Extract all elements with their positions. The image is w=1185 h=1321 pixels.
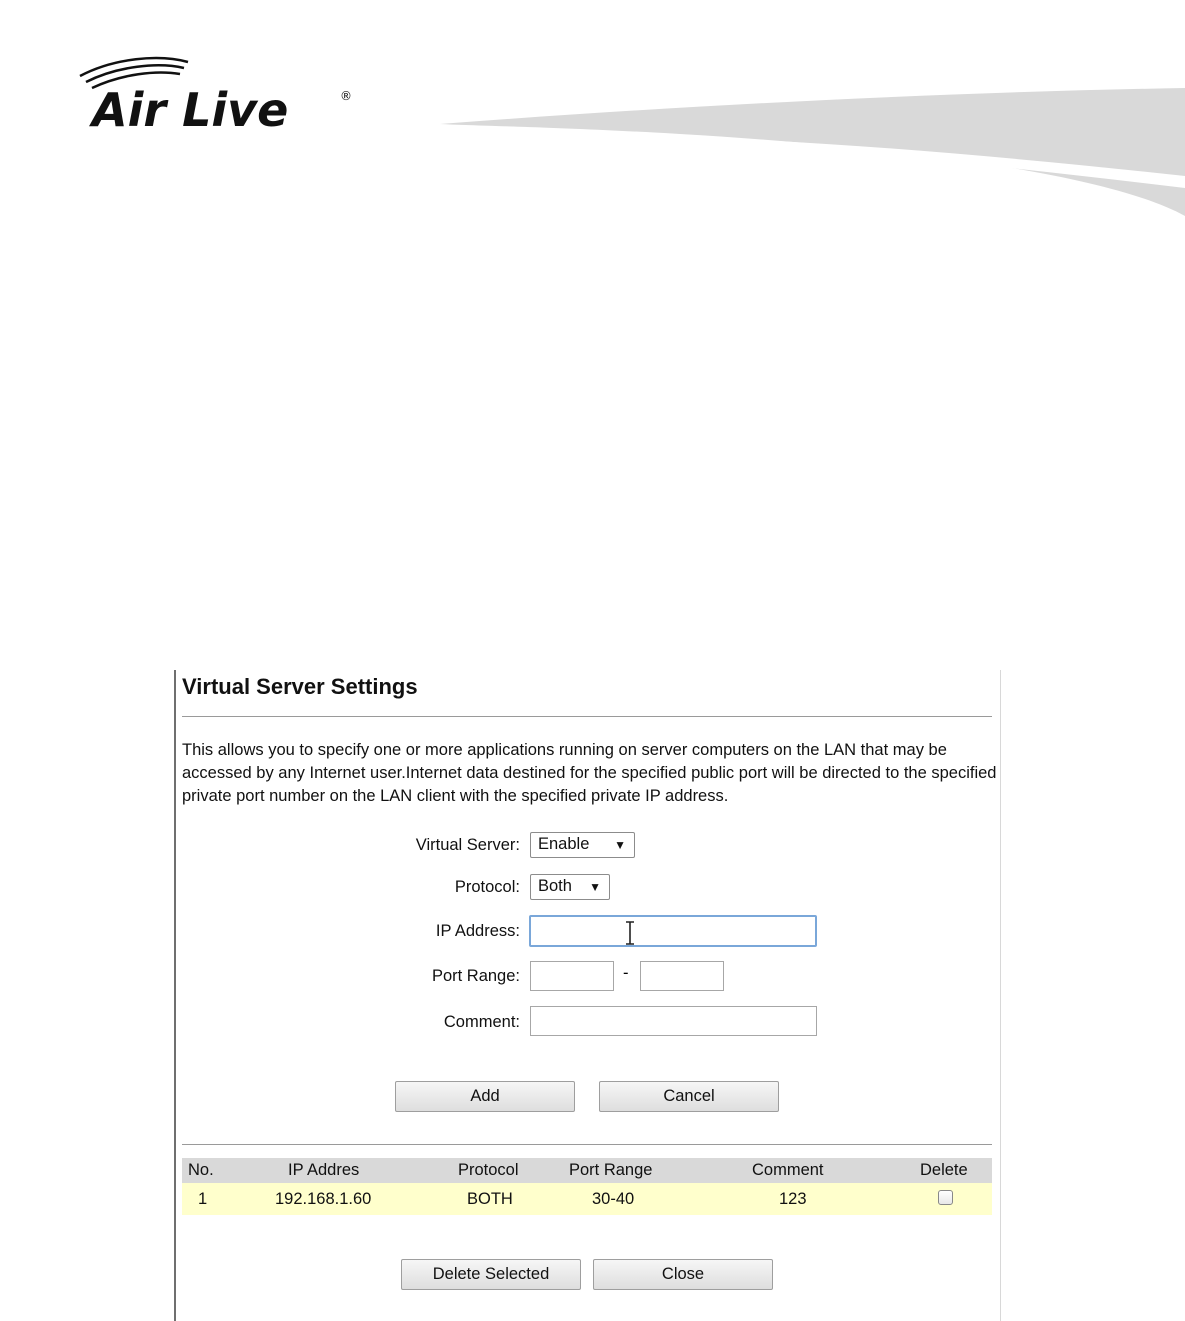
- dropdown-arrow-icon: ▼: [614, 838, 626, 852]
- page-description: This allows you to specify one or more applications running on server computers on the LAN that may be accessed by any Internet user.Internet data destined for the specified public port will be directed to the specified private port number on the LAN client with the specified private IP address.: [182, 741, 997, 805]
- header-no: No.: [188, 1161, 214, 1179]
- row-port-range: 30-40: [592, 1190, 635, 1208]
- virtual-server-value: Enable: [538, 835, 590, 853]
- row-no: 1: [198, 1190, 208, 1208]
- port-range-end-input[interactable]: [640, 961, 724, 991]
- delete-selected-button[interactable]: Delete Selected: [401, 1259, 581, 1290]
- add-button[interactable]: Add: [395, 1081, 575, 1112]
- port-range-separator: -: [623, 964, 629, 982]
- ip-address-label: IP Address:: [435, 922, 520, 940]
- close-button[interactable]: Close: [593, 1259, 773, 1290]
- port-range-label: Port Range:: [431, 967, 520, 985]
- port-range-start-input[interactable]: [530, 961, 614, 991]
- header-protocol: Protocol: [458, 1161, 519, 1179]
- text-cursor-icon: [623, 921, 637, 945]
- registered-mark: ®: [340, 89, 352, 103]
- row-comment: 123: [779, 1190, 807, 1208]
- header-delete: Delete: [920, 1161, 968, 1179]
- table-row: [182, 1183, 992, 1215]
- virtual-server-select[interactable]: [530, 832, 635, 858]
- dropdown-arrow-icon: ▼: [589, 880, 601, 894]
- header-port-range: Port Range: [569, 1161, 653, 1179]
- cancel-button[interactable]: Cancel: [599, 1081, 779, 1112]
- panel-left-border: [174, 670, 176, 1321]
- row-protocol: BOTH: [467, 1190, 513, 1208]
- logo-text: Air Live: [92, 83, 289, 132]
- title-divider: [182, 716, 992, 717]
- table-header: [182, 1158, 992, 1183]
- header-comment: Comment: [752, 1161, 824, 1179]
- airlive-logo: [74, 52, 364, 132]
- row-ip: 192.168.1.60: [275, 1190, 372, 1208]
- panel-right-border: [1000, 670, 1001, 1321]
- protocol-select[interactable]: [530, 874, 610, 900]
- page-title: Virtual Server Settings: [182, 674, 418, 699]
- header-ip: IP Addres: [288, 1161, 360, 1179]
- row-delete-checkbox[interactable]: [938, 1190, 953, 1205]
- protocol-label: Protocol:: [454, 878, 520, 896]
- ip-address-input[interactable]: [529, 915, 817, 947]
- comment-label: Comment:: [443, 1013, 520, 1031]
- comment-input[interactable]: [530, 1006, 817, 1036]
- protocol-value: Both: [538, 877, 572, 895]
- table-divider: [182, 1144, 992, 1145]
- virtual-server-label: Virtual Server:: [415, 836, 520, 854]
